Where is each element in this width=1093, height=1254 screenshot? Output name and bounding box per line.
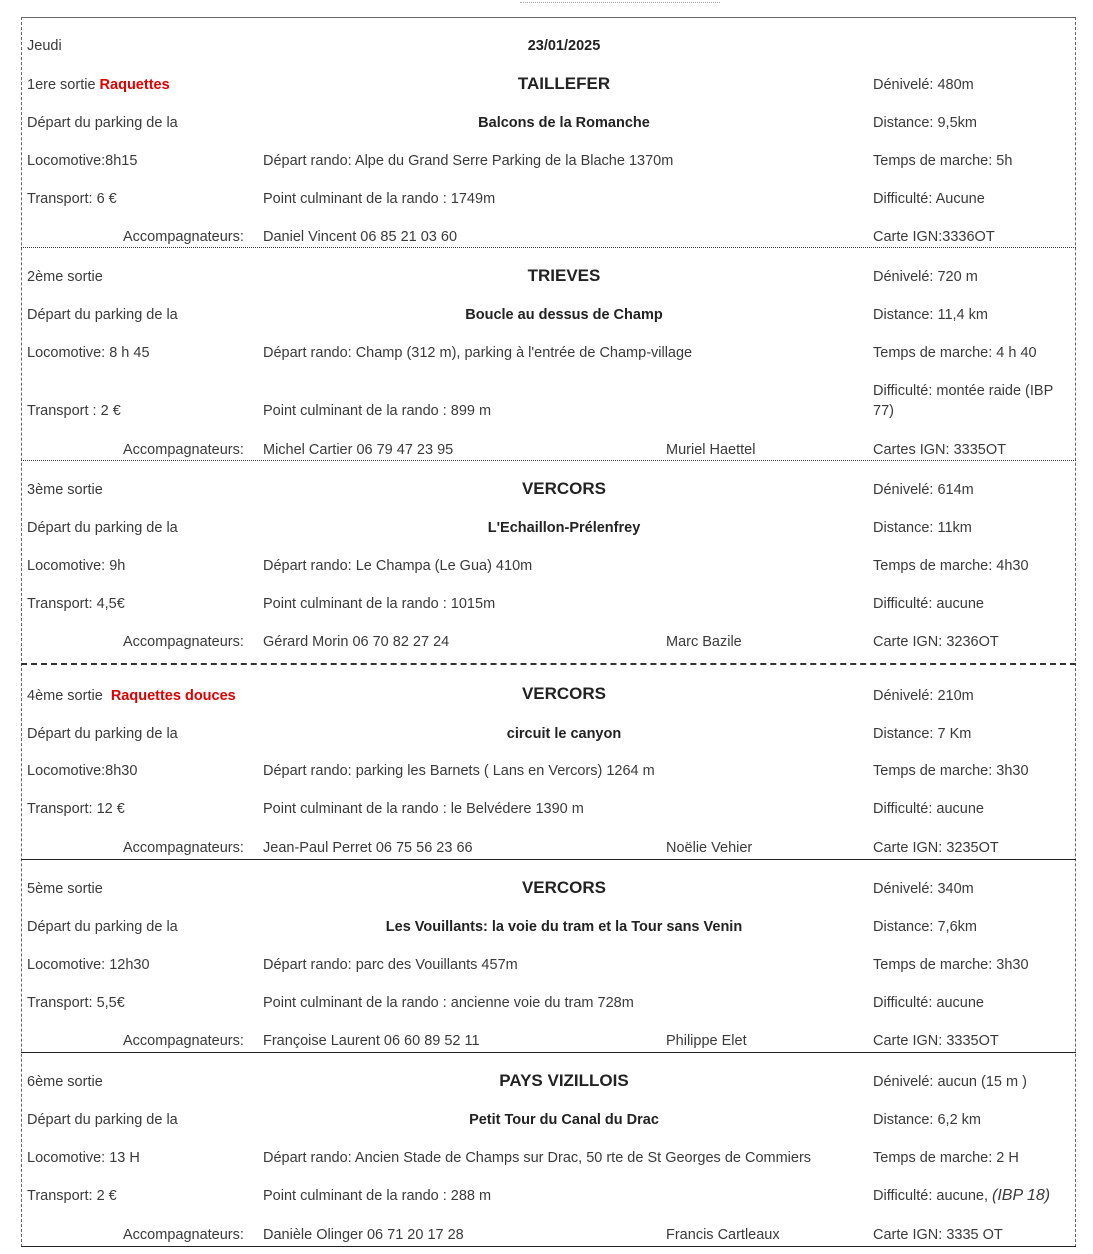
outing-transport: Transport : 2 € xyxy=(27,403,121,419)
outing-tag: Raquettes douces xyxy=(110,688,236,704)
outing-carte: Carte IGN: 3335OT xyxy=(873,1033,999,1049)
outing-depart-rando: Départ rando: parking les Barnets ( Lans en Vercors) 1264 m xyxy=(263,763,655,779)
outing-number: 4ème sortie Raquettes douces xyxy=(27,688,236,704)
outing-locomotive: Locomotive: 13 H xyxy=(27,1150,140,1166)
outing-depart-rando: Départ rando: parc des Vouillants 457m xyxy=(263,957,518,973)
outing-distance: Distance: 6,2 km xyxy=(873,1112,981,1128)
separator xyxy=(21,1246,1076,1247)
outing-guide-2: Marc Bazile xyxy=(666,634,742,650)
accompagnateurs-label: Accompagnateurs: xyxy=(123,634,244,650)
outing-transport: Transport: 6 € xyxy=(27,191,117,207)
outing-temps: Temps de marche: 4 h 40 xyxy=(873,345,1037,361)
outing-carte: Carte IGN: 3235OT xyxy=(873,840,999,856)
outing-distance: Distance: 7,6km xyxy=(873,919,977,935)
outing-carte: Carte IGN: 3335 OT xyxy=(873,1227,1003,1243)
outing-denivele: Dénivelé: 340m xyxy=(873,881,974,897)
outing-region: TAILLEFER xyxy=(517,74,611,93)
date-label: 23/01/2025 xyxy=(527,38,601,54)
outing-locomotive: Locomotive: 8 h 45 xyxy=(27,345,150,361)
cropped-top-line xyxy=(520,0,720,3)
outing-route: Les Vouillants: la voie du tram et la Tour sans Venin xyxy=(385,919,743,935)
outing-locomotive: Locomotive:8h30 xyxy=(27,763,138,779)
outing-depart-rando: Départ rando: Le Champa (Le Gua) 410m xyxy=(263,558,533,574)
outing-depart-rando: Départ rando: Ancien Stade de Champs sur Drac, 50 rte de St Georges de Commiers xyxy=(263,1150,812,1166)
outing-difficulte: Difficulté: aucune xyxy=(873,596,984,612)
outing-transport: Transport: 2 € xyxy=(27,1188,117,1204)
outing-guide-2: Noëlie Vehier xyxy=(666,840,753,856)
outing-tag: Raquettes xyxy=(99,77,170,93)
outing-difficulte: Difficulté: aucune xyxy=(873,995,984,1011)
outing-guide-2: Muriel Haettel xyxy=(666,442,756,458)
outing-locomotive: Locomotive:8h15 xyxy=(27,153,138,169)
outing-number: 3ème sortie xyxy=(27,482,103,498)
outing-temps: Temps de marche: 3h30 xyxy=(873,763,1029,779)
outing-route: Petit Tour du Canal du Drac xyxy=(469,1112,659,1128)
outing-number: 1ere sortie Raquettes xyxy=(27,77,170,93)
depart-parking-label: Départ du parking de la xyxy=(27,307,178,323)
outing-denivele: Dénivelé: 720 m xyxy=(873,269,978,285)
accompagnateurs-label: Accompagnateurs: xyxy=(123,229,244,245)
ibp-note: (IBP 18) xyxy=(992,1187,1051,1204)
accompagnateurs-label: Accompagnateurs: xyxy=(123,1227,244,1243)
outing-depart-rando: Départ rando: Alpe du Grand Serre Parking de la Blache 1370m xyxy=(263,153,674,169)
outing-temps: Temps de marche: 4h30 xyxy=(873,558,1029,574)
outing-number: 5ème sortie xyxy=(27,881,103,897)
outing-guide-1: Daniel Vincent 06 85 21 03 60 xyxy=(263,229,458,245)
outing-difficulte: Difficulté: aucune xyxy=(873,801,984,817)
outing-route: Boucle au dessus de Champ xyxy=(465,307,663,323)
frame-left-border xyxy=(21,17,22,1247)
outing-guide-1: Gérard Morin 06 70 82 27 24 xyxy=(263,634,450,650)
outing-distance: Distance: 11,4 km xyxy=(873,307,988,323)
depart-parking-label: Départ du parking de la xyxy=(27,1112,178,1128)
accompagnateurs-label: Accompagnateurs: xyxy=(123,1033,244,1049)
outing-transport: Transport: 5,5€ xyxy=(27,995,125,1011)
outing-depart-rando: Départ rando: Champ (312 m), parking à l'entrée de Champ-village xyxy=(263,345,693,361)
outing-guide-2: Francis Cartleaux xyxy=(666,1227,780,1243)
outing-number: 6ème sortie xyxy=(27,1074,103,1090)
outing-region: VERCORS xyxy=(521,684,607,703)
separator xyxy=(21,859,1076,860)
frame-top-border xyxy=(21,17,1076,18)
outing-point-culminant: Point culminant de la rando : ancienne voie du tram 728m xyxy=(263,995,634,1011)
outing-route: L'Echaillon-Prélenfrey xyxy=(487,520,641,536)
outing-number: 2ème sortie xyxy=(27,269,103,285)
outing-temps: Temps de marche: 2 H xyxy=(873,1150,1019,1166)
accompagnateurs-label: Accompagnateurs: xyxy=(123,840,244,856)
outing-region: VERCORS xyxy=(521,878,607,897)
outing-denivele: Dénivelé: aucun (15 m ) xyxy=(873,1074,1027,1090)
outing-point-culminant: Point culminant de la rando : le Belvédere 1390 m xyxy=(263,801,584,817)
outing-guide-1: Françoise Laurent 06 60 89 52 11 xyxy=(263,1033,480,1049)
frame-right-border xyxy=(1075,17,1076,1247)
outing-difficulte: Difficulté: aucune, (IBP 18) xyxy=(873,1187,1051,1204)
day-label: Jeudi xyxy=(27,38,62,54)
page-break-separator xyxy=(21,663,1076,665)
outing-guide-1: Jean-Paul Perret 06 75 56 23 66 xyxy=(263,840,473,856)
separator xyxy=(21,247,1076,248)
depart-parking-label: Départ du parking de la xyxy=(27,919,178,935)
separator xyxy=(21,460,1076,461)
outing-locomotive: Locomotive: 12h30 xyxy=(27,957,150,973)
outing-guide-2: Philippe Elet xyxy=(666,1033,747,1049)
outing-temps: Temps de marche: 3h30 xyxy=(873,957,1029,973)
outing-point-culminant: Point culminant de la rando : 899 m xyxy=(263,403,492,419)
outing-denivele: Dénivelé: 614m xyxy=(873,482,974,498)
outing-temps: Temps de marche: 5h xyxy=(873,153,1013,169)
outing-denivele: Dénivelé: 210m xyxy=(873,688,974,704)
outing-transport: Transport: 4,5€ xyxy=(27,596,125,612)
outing-denivele: Dénivelé: 480m xyxy=(873,77,974,93)
outing-carte: Cartes IGN: 3335OT xyxy=(873,442,1006,458)
outing-locomotive: Locomotive: 9h xyxy=(27,558,126,574)
outing-region: PAYS VIZILLOIS xyxy=(499,1071,629,1090)
outing-distance: Distance: 7 Km xyxy=(873,726,972,742)
outing-difficulte: Difficulté: montée raide (IBP 77) xyxy=(873,383,1053,419)
outing-region: VERCORS xyxy=(521,479,607,498)
depart-parking-label: Départ du parking de la xyxy=(27,520,178,536)
outing-carte: Carte IGN: 3236OT xyxy=(873,634,999,650)
depart-parking-label: Départ du parking de la xyxy=(27,726,178,742)
outing-transport: Transport: 12 € xyxy=(27,801,125,817)
outing-route: Balcons de la Romanche xyxy=(478,115,650,131)
separator xyxy=(21,1052,1076,1053)
outing-region: TRIEVES xyxy=(527,266,601,285)
outing-guide-1: Danièle Olinger 06 71 20 17 28 xyxy=(263,1227,464,1243)
outing-route: circuit le canyon xyxy=(506,726,622,742)
outing-point-culminant: Point culminant de la rando : 288 m xyxy=(263,1188,492,1204)
accompagnateurs-label: Accompagnateurs: xyxy=(123,442,244,458)
outing-distance: Distance: 9,5km xyxy=(873,115,977,131)
outing-distance: Distance: 11km xyxy=(873,520,972,536)
outing-guide-1: Michel Cartier 06 79 47 23 95 xyxy=(263,442,454,458)
depart-parking-label: Départ du parking de la xyxy=(27,115,178,131)
outing-point-culminant: Point culminant de la rando : 1015m xyxy=(263,596,496,612)
outing-point-culminant: Point culminant de la rando : 1749m xyxy=(263,191,496,207)
outing-difficulte: Difficulté: Aucune xyxy=(873,191,985,207)
outing-carte: Carte IGN:3336OT xyxy=(873,229,995,245)
